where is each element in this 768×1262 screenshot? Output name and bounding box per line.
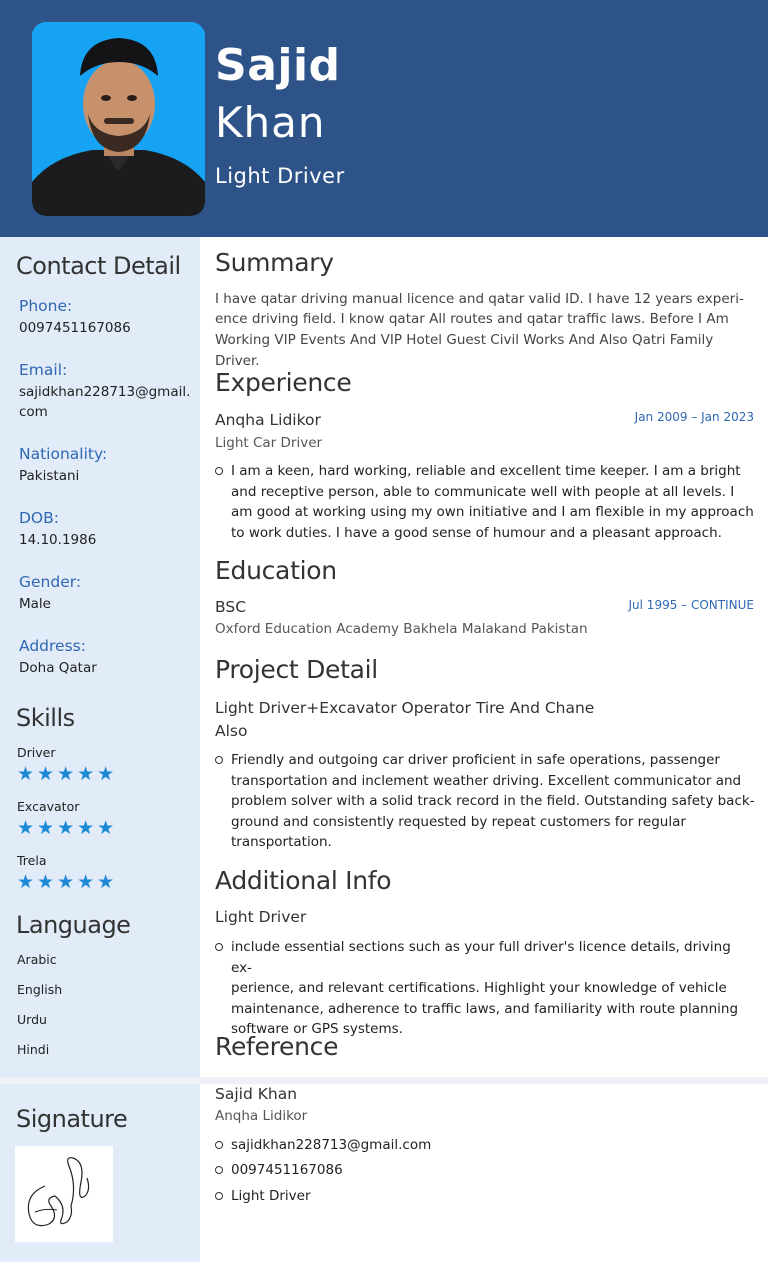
profile-photo [32, 22, 205, 216]
experience-heading: Experience [215, 368, 352, 397]
reference-title: Light Driver [231, 1186, 756, 1207]
header-banner [0, 0, 768, 237]
email-value-line1: sajidkhan228713@gmail. [19, 384, 191, 400]
summary-line: Working VIP Events And VIP Hotel Guest Civil Works And Also Qatri Family Driver. [215, 332, 714, 369]
signature-heading: Signature [16, 1105, 128, 1133]
project-title [215, 697, 615, 743]
job-title: Light Driver [215, 164, 345, 188]
bullet-line: Friendly and outgoing car driver proficient in safe operations, passenger [231, 752, 720, 768]
contact-heading: Contact Detail [16, 252, 181, 280]
reference-name: Sajid Khan [215, 1085, 298, 1103]
reference-phone: 0097451167086 [231, 1160, 756, 1181]
dob-value: 14.10.1986 [19, 532, 97, 548]
summary-line: I have qatar driving manual licence and qatar valid ID. I have 12 years experi- [215, 291, 744, 307]
skill-name: Driver [17, 745, 56, 760]
bullet-line: I am a keen, hard working, reliable and excellent time keeper. I am a bright [231, 463, 741, 479]
bullet-line: and receptive person, able to communicate well with people at all levels. I [231, 483, 735, 500]
bullet-line: software or GPS systems. [231, 1021, 403, 1037]
skill-rating-stars: ★★★★★ [17, 763, 118, 785]
bullet-line: problem solver with a solid track record in the field. Outstanding safety back- [231, 793, 755, 809]
reference-email: sajidkhan228713@gmail.com [231, 1135, 756, 1156]
skill-name: Excavator [17, 799, 80, 814]
bullet-line: transportation. [231, 834, 332, 850]
phone-label: Phone: [19, 297, 73, 315]
experience-dates: Jan 2009 – Jan 2023 [634, 410, 754, 424]
education-degree: BSC [215, 598, 247, 616]
additional-heading: Additional Info [215, 866, 392, 895]
person-photo-icon [32, 22, 205, 216]
experience-role: Light Car Driver [215, 435, 323, 451]
reference-heading: Reference [215, 1032, 339, 1061]
gender-value: Male [19, 596, 51, 612]
bullet-line: am good at working using my own initiative and I am flexible in my approach [231, 504, 754, 520]
dob-label: DOB: [19, 509, 59, 527]
section-divider [0, 1077, 768, 1084]
project-title-line: Light Driver+Excavator Operator Tire And Chane [215, 699, 595, 717]
gender-label: Gender: [19, 573, 82, 591]
skills-heading: Skills [16, 704, 75, 732]
phone-value: 0097451167086 [19, 320, 131, 336]
last-name: Khan [215, 98, 326, 147]
bullet-line: maintenance, adherence to traffic laws, and familiarity with route planning [231, 1000, 739, 1017]
project-heading: Project Detail [215, 655, 378, 684]
language-item: Urdu [17, 1012, 47, 1027]
language-item: English [17, 982, 63, 997]
language-item: Arabic [17, 952, 57, 967]
language-heading: Language [16, 911, 131, 939]
signature-icon [15, 1146, 113, 1242]
skill-rating-stars: ★★★★★ [17, 871, 118, 893]
bullet-line: to work duties. I have a good sense of humour and a pleasant approach. [231, 524, 722, 541]
summary-heading: Summary [215, 248, 334, 277]
additional-title: Light Driver [215, 908, 307, 926]
bullet-line: perience, and relevant certifications. Highlight your knowledge of vehicle [231, 980, 727, 996]
signature-image [15, 1146, 113, 1242]
summary-line: ence driving field. I know qatar All routes and qatar traffic laws. Before I Am [215, 311, 729, 327]
nationality-label: Nationality: [19, 445, 108, 463]
bullet-line: ground and consistently requested by repeat customers for regular [231, 813, 686, 830]
education-heading: Education [215, 556, 337, 585]
bullet-line: transportation and inclement weather driving. Excellent communicator and [231, 772, 742, 789]
education-school: Oxford Education Academy Bakhela Malakand Pakistan [215, 621, 588, 637]
project-bullet [231, 750, 756, 853]
additional-bullet [231, 937, 756, 1040]
email-value-line2: com [19, 404, 48, 420]
project-title-line: Also [215, 722, 248, 740]
email-label: Email: [19, 361, 68, 379]
nationality-value: Pakistani [19, 468, 80, 484]
language-item: Hindi [17, 1042, 50, 1057]
experience-company: Anqha Lidikor [215, 411, 321, 429]
bullet-line: include essential sections such as your full driver's licence details, driving ex- [231, 939, 731, 976]
reference-company: Anqha Lidikor [215, 1108, 308, 1124]
address-label: Address: [19, 637, 86, 655]
first-name: Sajid [215, 40, 341, 91]
address-value: Doha Qatar [19, 660, 97, 676]
education-dates: Jul 1995 – CONTINUE [628, 598, 754, 612]
skill-name: Trela [17, 853, 47, 868]
skill-rating-stars: ★★★★★ [17, 817, 118, 839]
experience-bullet [231, 461, 756, 543]
